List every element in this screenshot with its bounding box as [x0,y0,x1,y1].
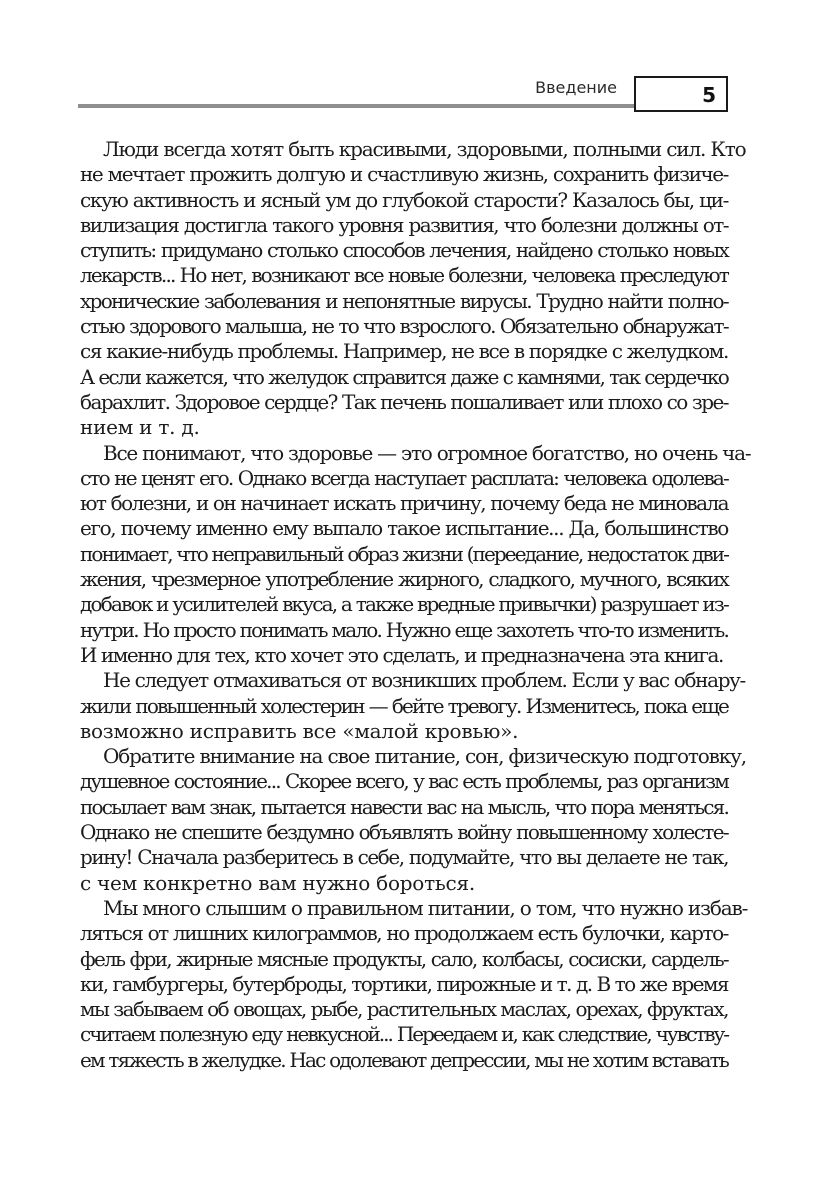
text-line: Однако не спешите бездумно объявлять войну повышенному холесте- [80,820,728,845]
text-line: Не следует отмахиваться от возникших проблем. Если у вас обнару- [103,668,745,693]
running-header [0,0,817,130]
text-line: вилизация достигла такого уровня развития, что болезни должны от- [80,212,728,237]
text-line: не мечтает прожить долгую и счастливую жизнь, сохранить физиче- [80,162,728,187]
text-line: хронические заболевания и непонятные вирусы. Трудно найти полно- [80,288,728,313]
text-line: нутри. Но просто понимать мало. Нужно еще захотеть что-то изменить. [80,617,728,642]
text-line: Мы много слышим о правильном питании, о том, что нужно избав- [103,895,748,920]
body-text [80,137,751,1073]
text-line: ступить: придумано столько способов лечения, найдено столько новых [80,238,728,263]
text-line: лекарств... Но нет, возникают все новые болезни, человека преследуют [80,263,728,288]
paragraph-2 [80,440,751,669]
text-line: Люди всегда хотят быть красивыми, здоровыми, полными сил. Кто [103,137,746,161]
text-line: рину! Сначала разберитесь в себе, подумайте, что вы делаете не так, [80,845,728,870]
text-line: Все понимают, что здоровье — это огромное богатство, но очень ча- [103,440,751,465]
text-line: ем тяжесть в желудке. Нас одолевают депрессии, мы не хотим вставать [80,1047,728,1072]
text-line: понимает, что неправильный образ жизни (переедание, недостаток дви- [80,541,728,566]
paragraph-4 [80,744,746,896]
text-line: с чем конкретно вам нужно бороться. [80,870,475,895]
text-line: скую активность и ясный ум до глубокой старости? Казалось бы, ци- [80,187,728,212]
text-line: возможно исправить все «малой кровью». [80,718,519,743]
text-line: ют болезни, и он начинает искать причину, почему беда не миновала [80,491,728,516]
text-line: барахлит. Здоровое сердце? Так печень пошаливает или плохо со зре- [80,389,728,414]
text-line: ся какие-нибудь проблемы. Например, не все в порядке с желудком. [80,339,728,364]
text-line: его, почему именно ему выпало такое испытание... Да, большинство [80,516,728,541]
text-line: жили повышенный холестерин — бейте тревогу. Изменитесь, пока еще [80,693,728,718]
text-line: сто не ценят его. Однако всегда наступает расплата: человека одолева- [80,465,728,490]
paragraph-1 [80,137,746,441]
text-line: добавок и усилителей вкуса, а также вредные привычки) разрушает из- [80,592,728,617]
paragraph-5 [80,895,748,1073]
text-line: считаем полезную еду невкусной... Переедаем и, как следствие, чувству- [80,1022,728,1047]
text-line: душевное состояние... Скорее всего, у вас есть проблемы, раз организм [80,769,728,794]
header-rule [78,104,634,108]
text-line: А если кажется, что желудок справится даже с камнями, так сердечко [80,364,728,389]
page-number: 5 [702,83,716,107]
text-line: ки, гамбургеры, бутерброды, тортики, пирожные и т. д. В то же время [80,971,728,996]
text-line: И именно для тех, кто хочет это сделать, и предназначена эта книга. [80,642,723,667]
text-line: фель фри, жирные мясные продукты, сало, колбасы, сосиски, сардель- [80,946,728,971]
text-line: жения, чрезмерное употребление жирного, сладкого, мучного, всяких [80,567,728,592]
section-title: Введение [535,78,617,97]
page-number-box [634,76,728,112]
text-line: посылает вам знак, пытается навести вас на мысль, что пора меняться. [80,794,728,819]
paragraph-3 [80,668,745,744]
text-line: ляться от лишних килограммов, но продолжаем есть булочки, карто- [80,921,728,946]
text-line: Обратите внимание на свое питание, сон, физическую подготовку, [103,744,746,769]
text-line: мы забываем об овощах, рыбе, растительных маслах, орехах, фруктах, [80,997,728,1022]
text-line: стью здорового малыша, не то что взрослого. Обязательно обнаружат- [80,314,728,339]
text-line: нием и т. д. [80,415,200,440]
